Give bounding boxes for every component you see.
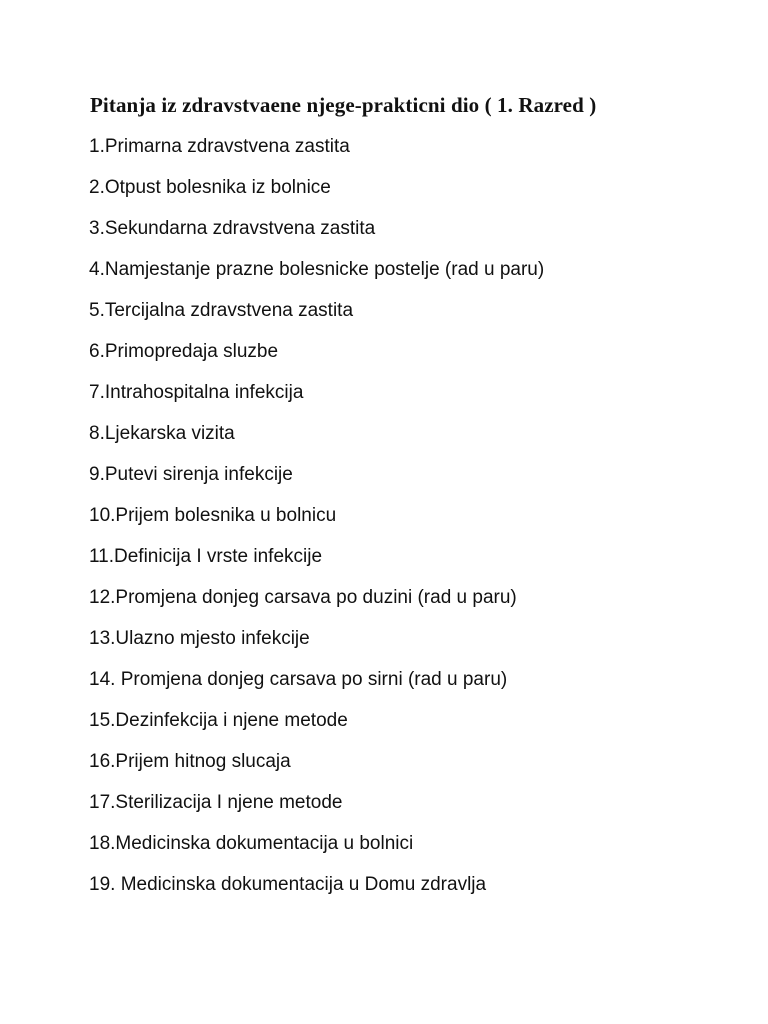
list-item: 4.Namjestanje prazne bolesnicke postelje (rad u paru): [89, 259, 545, 280]
list-item: 1.Primarna zdravstvena zastita: [89, 136, 350, 157]
list-item: 9.Putevi sirenja infekcije: [89, 464, 293, 485]
list-item: 15.Dezinfekcija i njene metode: [89, 710, 348, 731]
document-title: Pitanja iz zdravstvaene njege-prakticni dio ( 1. Razred ): [90, 93, 597, 117]
list-item: 13.Ulazno mjesto infekcije: [89, 628, 310, 649]
list-item: 19. Medicinska dokumentacija u Domu zdravlja: [89, 874, 487, 895]
list-item: 17.Sterilizacija I njene metode: [89, 792, 343, 813]
list-item: 7.Intrahospitalna infekcija: [89, 382, 304, 403]
list-item: 14. Promjena donjeg carsava po sirni (rad u paru): [89, 669, 508, 690]
list-item: 18.Medicinska dokumentacija u bolnici: [89, 833, 414, 854]
list-item: 8.Ljekarska vizita: [89, 423, 235, 444]
list-item: 5.Tercijalna zdravstvena zastita: [89, 300, 354, 321]
question-list: [89, 133, 544, 912]
list-item: 6.Primopredaja sluzbe: [89, 341, 279, 362]
list-item: 10.Prijem bolesnika u bolnicu: [89, 505, 337, 526]
list-item: 16.Prijem hitnog slucaja: [89, 751, 291, 772]
list-item: 3.Sekundarna zdravstvena zastita: [89, 218, 376, 239]
list-item: 11.Definicija I vrste infekcije: [89, 546, 323, 567]
list-item: 2.Otpust bolesnika iz bolnice: [89, 177, 331, 198]
list-item: 12.Promjena donjeg carsava po duzini (rad u paru): [89, 587, 517, 608]
